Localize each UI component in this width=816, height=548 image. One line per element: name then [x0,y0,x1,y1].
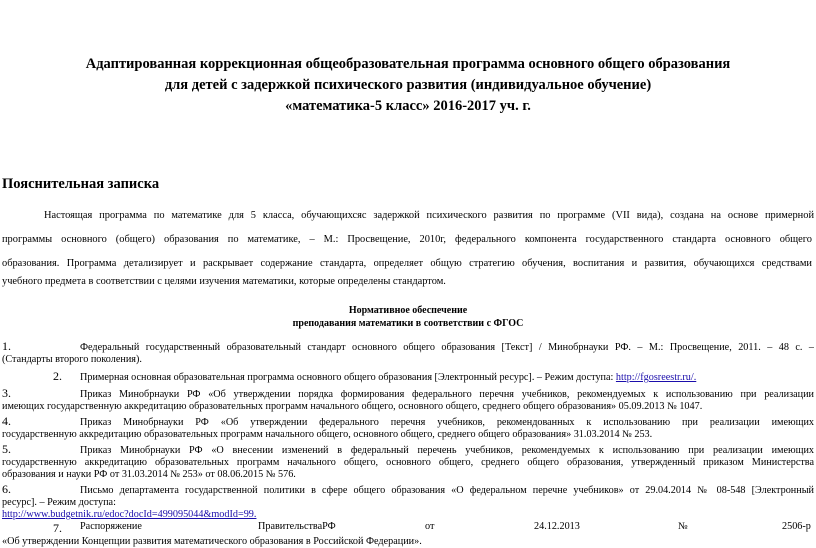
list-item [2,340,814,366]
item-text: «Об утверждении Концепции развития математического образования в Российской Федерации». [2,536,422,547]
section-heading: Пояснительная записка [2,176,160,192]
list-item [2,387,814,413]
item-text: Приказ Минобрнауки РФ «Об утверждении федерального перечня учебников, рекомендованных к использованию при реализации имеющих [80,417,814,428]
item-text: 24.12.2013 [534,521,580,532]
item-number: 7. [53,521,62,535]
item-text: ресурс]. – Режим доступа: [2,497,116,508]
fgosreestr-link[interactable]: http://fgosreestr.ru/. [615,372,697,383]
title-line-1: Адаптированная коррекционная общеобразовательная программа основного общего образования [85,56,731,72]
item-number: 6. [2,483,11,496]
item-text: Приказ Минобрнауки РФ «О внесении изменений в федеральный перечень учебников, рекомендуемых к использованию при реализации имеющих [80,445,814,456]
list-item [2,443,814,481]
item-number: 2. [53,370,62,383]
item-text: Федеральный государственный образовательный стандарт основного общего образования [Текст] / Минобрнауки РФ. – М.: Просвещение, 2011. – 48 с. – [80,342,814,353]
list-item [2,483,814,521]
list-item [2,370,814,384]
item-number: 5. [2,443,11,456]
intro-line-3: образования. Программа детализирует и раскрывает содержание стандарта, определяет общую стратегию обучения, воспитания и развития, обучающихся средствами [2,258,812,269]
item-text: от [425,521,435,532]
item-text: № [678,521,688,532]
item-text: государственную аккредитацию образовательных программ начального общего, основного общего, среднего общего образования» 31.03.2014 № 253. [2,429,653,440]
list-item [2,415,814,441]
budgetnik-link[interactable]: http://www.budgetnik.ru/edoc?docId=499095044&modId=99. [2,509,257,520]
item-text: 2506-р [782,521,811,532]
intro-line-4: учебного предмета в соответствии с целями изучения математики, которые определены стандартом. [2,276,446,287]
item-number: 1. [2,340,11,353]
intro-line-1: Настоящая программа по математике для 5 класса, обучающихсяс задержкой психического развития по программе (VII вида), создана на основе примерной [44,210,814,221]
title-line-2: для детей с задержкой психического развития (индивидуальное обучение) [164,77,652,93]
item-text: государственную аккредитацию образовательных программ начального общего, основного общего, среднего общего образования, утвержденный приказом Министерства [2,457,814,468]
item-text: Распоряжение [80,521,142,532]
item-text: (Стандарты второго поколения). [2,354,142,365]
item-number: 4. [2,415,11,428]
item-text: Приказ Минобрнауки РФ «Об утверждении порядка формирования федерального перечня учебников, рекомендуемых к использованию при реализации [80,389,814,400]
normative-heading-2: преподавания математики в соответствии с ФГОС [292,318,524,329]
intro-line-2: программы основного (общего) образования по математике, – М.: Просвещение, 2010г, федерального компонента государственного стандарта основного общего [2,234,812,245]
item-text: Письмо департамента государственной политики в сфере общего образования «О федеральном перечне учебников» от 29.04.2014 № 08-548 [Электронный [80,485,814,496]
item-text: образования и науки РФ от 31.03.2014 № 253» от 08.06.2015 № 576. [2,469,296,480]
item-text: Примерная основная образовательная программа основного общего образования [Электронный ресурс]. – Режим доступа: [80,372,616,383]
item-text: имеющих государственную аккредитацию образовательных программ начального общего, основного общего, среднего общего образования» 05.09.2013 № 1047. [2,401,703,412]
item-number: 3. [2,387,11,400]
title-line-3: «математика-5 класс» 2016-2017 уч. г. [285,98,531,114]
normative-heading-1: Нормативное обеспечение [348,305,468,316]
item-text: ПравительстваРФ [258,521,336,532]
